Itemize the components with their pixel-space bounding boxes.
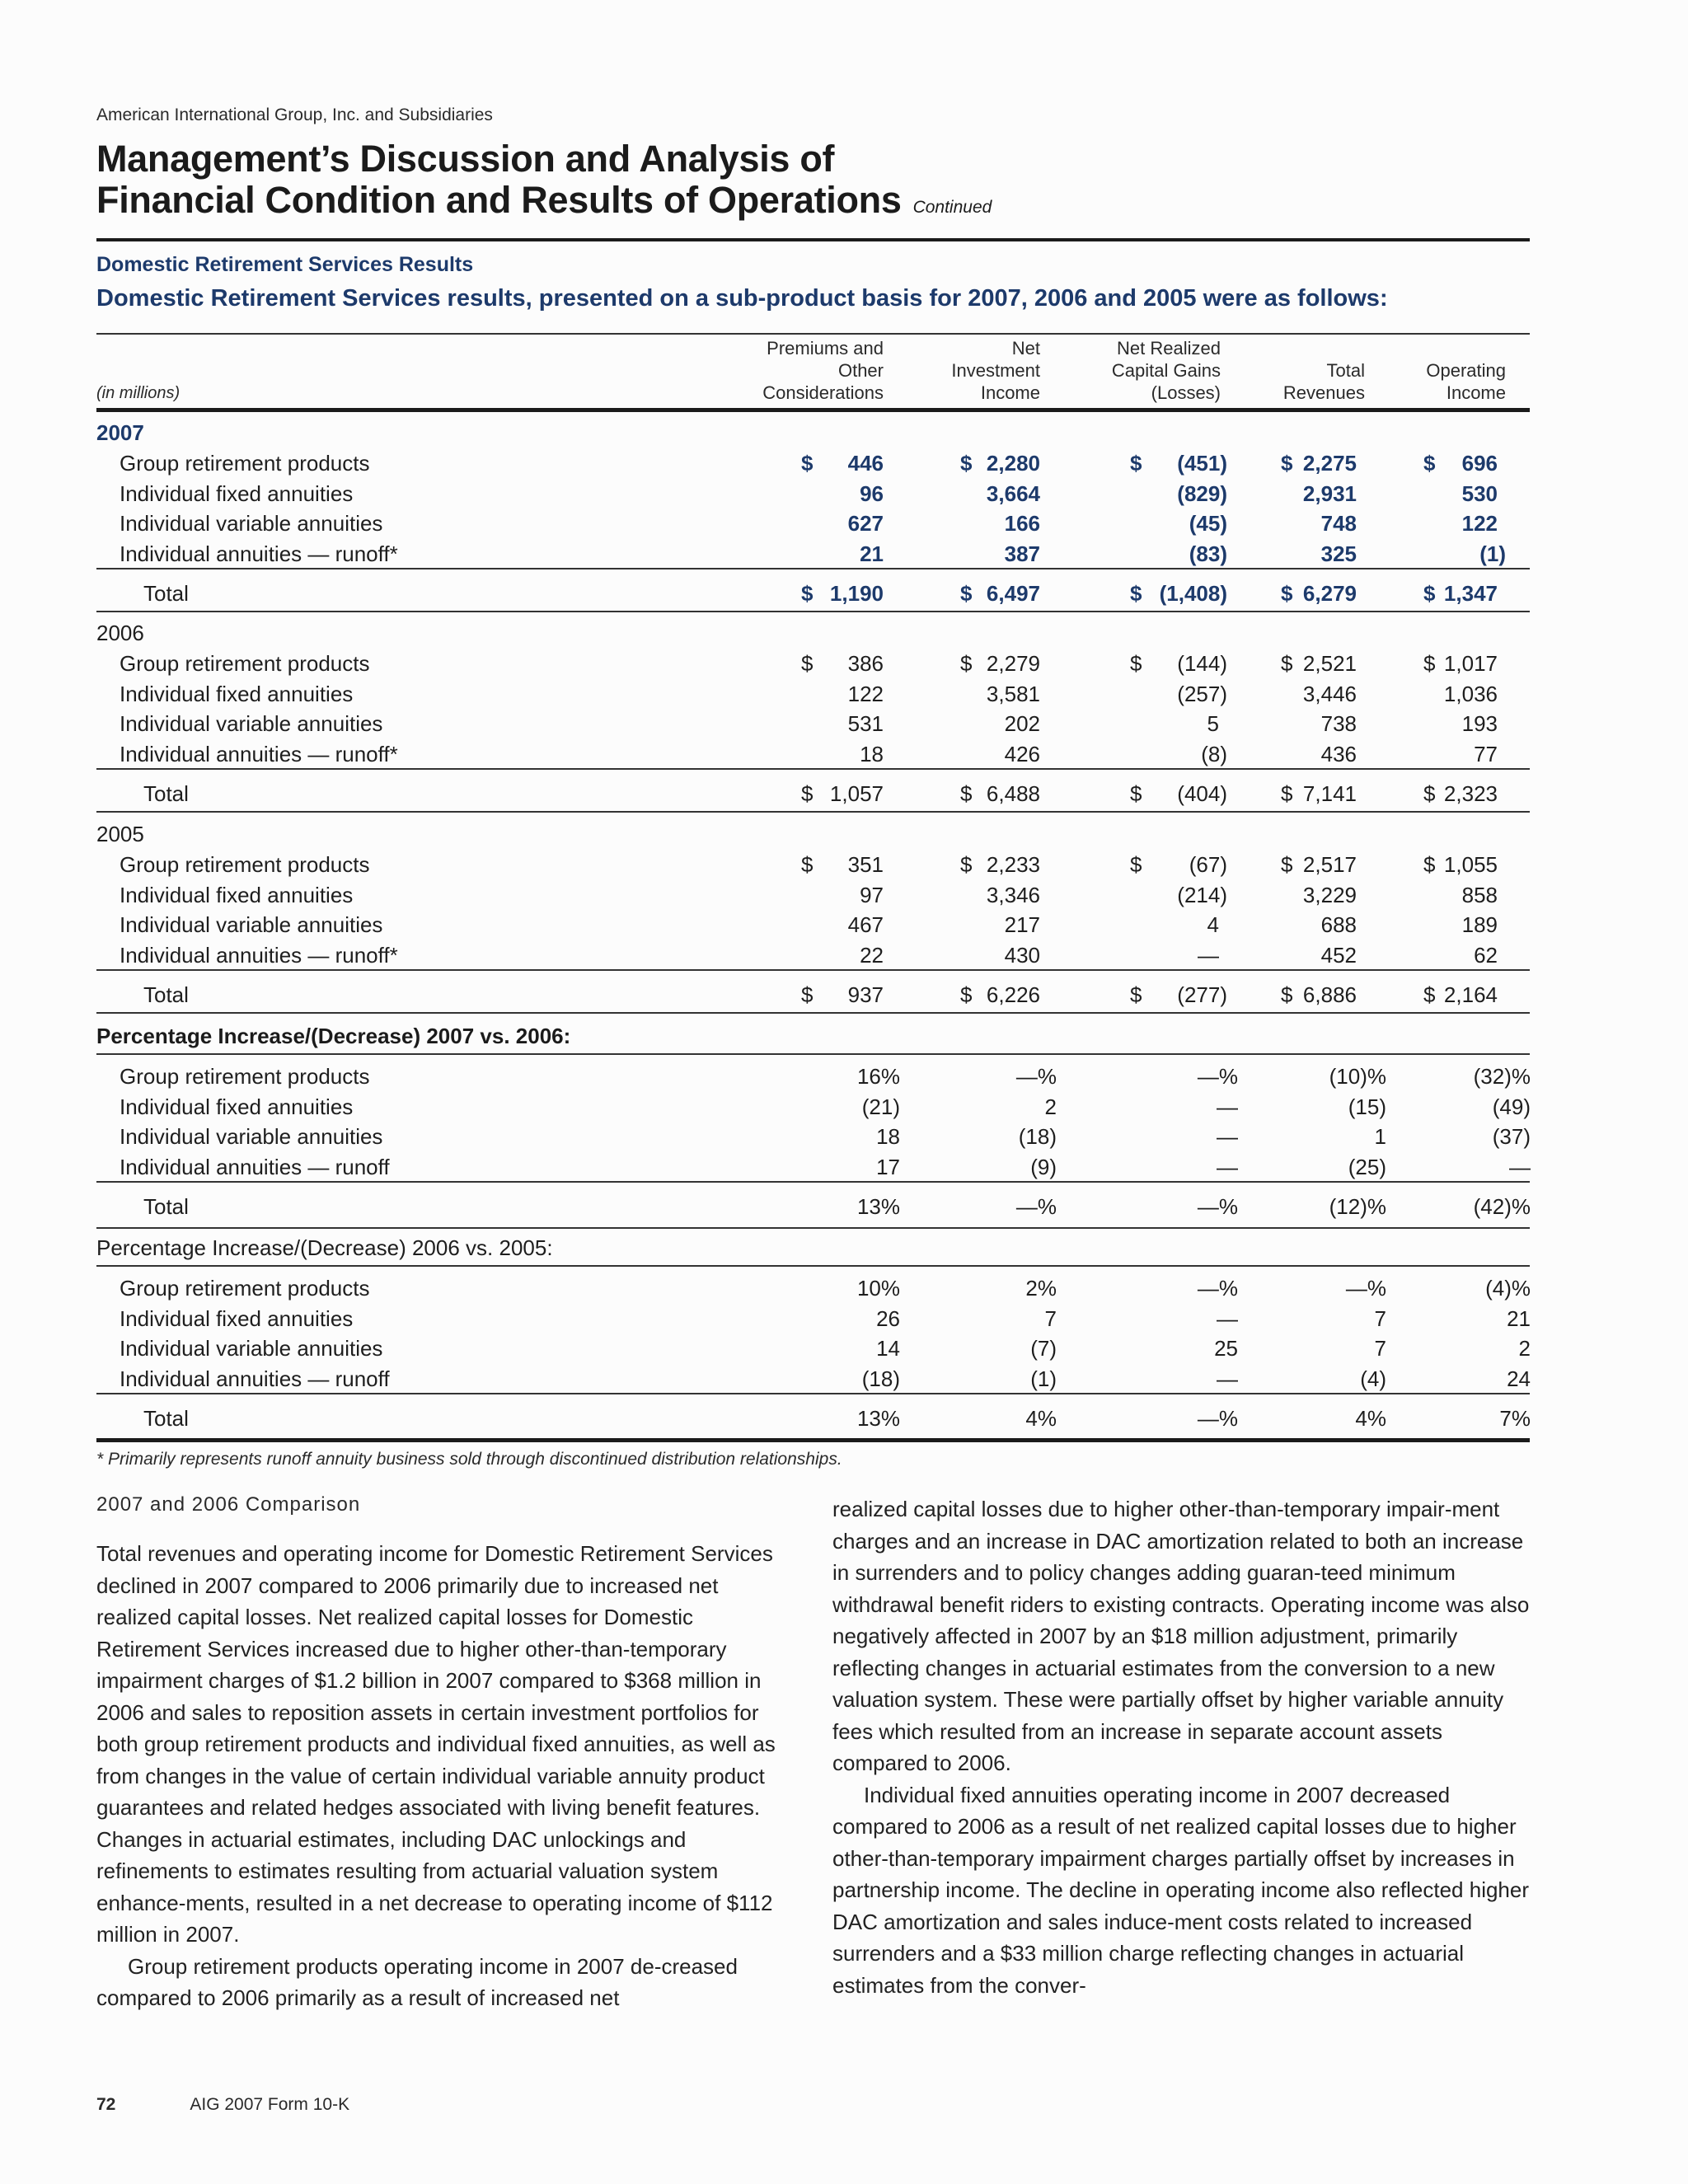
table-row [96,1094,1530,1125]
dollar-sign: $ [1281,451,1293,476]
dollar-sign: $ [1130,781,1142,806]
cell-value: 858 [1461,882,1498,907]
cell-value: (37) [1492,1124,1531,1149]
cell-value: 14 [876,1336,900,1361]
cell-value: 7,141 [1302,781,1357,806]
dollar-sign: $ [960,451,973,476]
row-label: Individual annuities — runoff* [120,741,398,766]
cell-value: 122 [1461,511,1498,536]
table-row [96,1064,1530,1094]
cell-value: — [1217,1124,1238,1149]
column-header [875,337,1040,404]
cell-value: 2,280 [986,451,1040,476]
cell-value: 3,446 [1302,681,1357,706]
cell-value: 3,346 [986,882,1040,907]
cell-value: 452 [1320,942,1357,968]
cell-value: 446 [847,451,884,476]
cell-value: 217 [1004,912,1040,937]
year-label: 2007 [96,420,144,445]
row-label: Individual variable annuities [120,1124,383,1149]
percent-heading [96,1024,1530,1054]
dollar-sign: $ [801,852,814,877]
table-top-rule [96,333,1530,335]
cell-value: 26 [876,1305,900,1331]
page-number: 72 [96,2095,116,2114]
total-row [96,1194,1530,1225]
table-row [96,1366,1530,1397]
table-row [96,481,1530,512]
year-label: 2005 [96,822,144,846]
company-name: American International Group, Inc. and Subsidiaries [96,105,493,124]
cell-value: (829) [1177,480,1227,506]
cell-value: 3,664 [986,480,1040,506]
cell-value: 325 [1320,541,1357,566]
cell-value: 748 [1320,511,1357,536]
cell-value: 2 [1044,1094,1057,1119]
cell-value: 6,226 [986,982,1040,1007]
column-header [1056,337,1221,404]
cell-value: 6,488 [986,781,1040,806]
cell-value: 1,036 [1443,681,1498,706]
cell-value: 2,233 [986,852,1040,877]
total-rule [96,1012,1530,1014]
cell-value: (15) [1348,1094,1386,1119]
right-column [832,1493,1530,2001]
cell-value: (451) [1177,451,1227,476]
cell-value: (83) [1189,541,1227,566]
cell-value: 1,017 [1443,651,1498,676]
row-label: Individual fixed annuities [120,882,354,907]
cell-value: 738 [1320,711,1357,736]
cell-value: (214) [1177,882,1227,907]
cell-value: —% [1197,1194,1238,1219]
dollar-sign: $ [801,581,814,606]
dollar-sign: $ [801,451,814,476]
cell-value: 25 [1214,1336,1238,1361]
cell-value: (25) [1348,1154,1386,1179]
row-label: Individual variable annuities [120,912,383,937]
total-row [96,581,1530,612]
cell-value: 7 [1374,1305,1386,1331]
cell-value: 3,581 [986,681,1040,706]
cell-value: (12)% [1329,1194,1386,1219]
subtotal-rule [96,568,1530,569]
cell-value: —% [1197,1406,1238,1431]
cell-value: 688 [1320,912,1357,937]
cell-value: —% [1015,1194,1057,1219]
dollar-sign: $ [1281,781,1293,806]
cell-value: (8) [1201,741,1227,766]
form-label: AIG 2007 Form 10-K [190,2095,350,2114]
row-label: Individual fixed annuities [120,1094,354,1119]
column-header-line: Considerations [762,382,884,403]
header-bottom-rule [96,408,1530,412]
table-row [96,651,1530,682]
dollar-sign: $ [1281,581,1293,606]
dollar-sign: $ [1423,451,1436,476]
comparison-heading: 2007 and 2006 Comparison [96,1493,361,1516]
table-row [96,852,1530,883]
cell-value: 2,931 [1302,480,1357,506]
year-heading [96,822,1530,852]
cell-value: 166 [1004,511,1040,536]
cell-value: 2,275 [1302,451,1357,476]
cell-value: (45) [1189,511,1227,536]
right-paragraph-2: Individual fixed annuities operating income in 2007 decreased compared to 2006 as a result of net realized capital losses due to higher other-than-temporary impairment charges partially offset by increases in partnership income. The decline in operating income also reflected higher DAC amortization and sales induce-ment costs related to increased surrenders and a $33 million charge reflecting changes in actuarial estimates from the conver- [832,1782,1530,1998]
row-label: Total [143,581,189,606]
percent-label: Percentage Increase/(Decrease) 2006 vs. 2005: [96,1235,553,1260]
cell-value: 1,055 [1443,852,1498,877]
cell-value: — [1509,1154,1531,1179]
table-bottom-rule [96,1438,1530,1442]
cell-value: (49) [1492,1094,1531,1119]
total-rule [96,611,1530,612]
cell-value: 436 [1320,741,1357,766]
cell-value: 2,323 [1443,781,1498,806]
dollar-sign: $ [1423,581,1436,606]
units-label: (in millions) [96,384,181,402]
continued-label: Continued [912,198,992,217]
cell-value: 13% [856,1406,900,1431]
dollar-sign: $ [1423,852,1436,877]
cell-value: 6,886 [1302,982,1357,1007]
table-row [96,1155,1530,1185]
cell-value: 430 [1004,942,1040,968]
row-label: Group retirement products [120,1276,370,1301]
cell-value: 467 [847,912,884,937]
cell-value: (21) [861,1094,900,1119]
row-label: Total [143,1406,189,1431]
table-footnote: * Primarily represents runoff annuity business sold through discontinued distribution relationships. [96,1450,842,1469]
cell-value: 2% [1025,1276,1057,1301]
dollar-sign: $ [1423,651,1436,676]
cell-value: 97 [860,882,884,907]
cell-value: 2 [1518,1336,1531,1361]
column-header-line: Operating [1426,360,1506,381]
row-label: Individual variable annuities [120,711,383,736]
cell-value: 7 [1044,1305,1057,1331]
table-row [96,1306,1530,1337]
dollar-sign: $ [801,651,814,676]
cell-value: —% [1015,1064,1057,1089]
cell-value: (1) [1479,541,1506,566]
cell-value: 1 [1374,1124,1386,1149]
cell-value: 16% [856,1064,900,1089]
left-column [96,1538,795,2014]
cell-value: (18) [1018,1124,1057,1149]
column-header-line: Net [1011,338,1040,359]
cell-value: (4)% [1485,1276,1531,1301]
cell-value: 6,279 [1302,581,1357,606]
left-paragraph-2: Group retirement products operating income in 2007 de-creased compared to 2006 primarily as a result of increased net [96,1953,738,2010]
cell-value: 21 [860,541,884,566]
row-label: Total [143,781,189,806]
cell-value: (1,408) [1159,581,1227,606]
cell-value: (67) [1189,852,1227,877]
table-row [96,1276,1530,1306]
cell-value: 937 [847,982,884,1007]
cell-value: — [1217,1366,1238,1391]
percent-rule [96,1053,1530,1055]
dollar-sign: $ [960,781,973,806]
cell-value: 386 [847,651,884,676]
cell-value: —% [1197,1064,1238,1089]
total-rule [96,811,1530,813]
row-label: Group retirement products [120,1064,370,1089]
row-label: Individual annuities — runoff* [120,942,398,968]
cell-value: (1) [1030,1366,1057,1391]
section-heading: Domestic Retirement Services Results [96,253,474,276]
cell-value: 4 [1207,912,1219,937]
row-label: Individual variable annuities [120,1336,383,1361]
column-header-line: (Losses) [1151,382,1221,403]
row-label: Total [143,982,189,1007]
column-header-line: Income [1446,382,1506,403]
total-row [96,982,1530,1013]
column-header-line: Investment [951,360,1040,381]
column-header-line: Revenues [1282,382,1365,403]
total-row [96,1406,1530,1436]
cell-value: (7) [1030,1336,1057,1361]
row-label: Group retirement products [120,651,370,676]
cell-value: 17 [876,1154,900,1179]
cell-value: 1,057 [829,781,884,806]
dollar-sign: $ [960,581,973,606]
cell-value: (404) [1177,781,1227,806]
table-row [96,541,1530,572]
cell-value: 96 [860,480,884,506]
cell-value: 4% [1025,1406,1057,1431]
cell-value: (18) [861,1366,900,1391]
table-row [96,943,1530,973]
table-row [96,912,1530,943]
title-line-1: Management’s Discussion and Analysis of [96,138,835,180]
column-header-line: Other [837,360,884,381]
cell-value: 77 [1474,741,1498,766]
cell-value: 22 [860,942,884,968]
cell-value: 62 [1474,942,1498,968]
dollar-sign: $ [1130,451,1142,476]
right-paragraph-1: realized capital losses due to higher other-than-temporary impair-ment charges and an increase in DAC amortization related to both an increase in surrenders and to policy changes adding guaran-teed minimum withdrawal benefit riders to existing contracts. Operating income was also negatively affected in 2007 by an $18 million adjustment, primarily reflecting changes in actuarial estimates from the conversion to a new valuation system. These were partially offset by higher variable annuity fees which resulted from an increase in separate account assets compared to 2006. [832,1497,1530,1775]
cell-value: 189 [1461,912,1498,937]
cell-value: — [1217,1305,1238,1331]
column-header-line: Net Realized [1117,338,1221,359]
cell-value: 7% [1499,1406,1531,1431]
percent-heading [96,1235,1530,1266]
percent-label: Percentage Increase/(Decrease) 2007 vs. 2006: [96,1024,571,1048]
column-header [1200,359,1365,404]
dollar-sign: $ [1281,982,1293,1007]
cell-value: 1,190 [829,581,884,606]
cell-value: 18 [876,1124,900,1149]
total-rule [96,1227,1530,1229]
table-row [96,711,1530,742]
dollar-sign: $ [960,651,973,676]
cell-value: 2,517 [1302,852,1357,877]
cell-value: (4) [1360,1366,1386,1391]
cell-value: 6,497 [986,581,1040,606]
column-header [719,337,884,404]
subtotal-rule [96,969,1530,971]
cell-value: (32)% [1473,1064,1531,1089]
cell-value: 202 [1004,711,1040,736]
page-title [96,138,992,228]
table-row [96,742,1530,772]
percent-rule [96,1265,1530,1267]
cell-value: 5 [1207,711,1219,736]
dollar-sign: $ [1130,982,1142,1007]
dollar-sign: $ [1130,581,1142,606]
dollar-sign: $ [1281,651,1293,676]
dollar-sign: $ [1281,852,1293,877]
cell-value: 2,279 [986,651,1040,676]
row-label: Individual annuities — runoff [120,1366,390,1391]
subtotal-rule [96,768,1530,770]
dollar-sign: $ [801,781,814,806]
cell-value: 3,229 [1302,882,1357,907]
year-heading [96,420,1530,451]
cell-value: 24 [1507,1366,1531,1391]
page-footer [96,2095,349,2115]
cell-value: 13% [856,1194,900,1219]
dollar-sign: $ [1423,982,1436,1007]
left-paragraph-1: Total revenues and operating income for Domestic Retirement Services declined in 2007 compared to 2006 primarily due to increased net realized capital losses. Net realized capital losses for Domestic Retirement Services increased due to higher other-than-temporary impairment charges of $1.2 billion in 2007 compared to $368 million in 2006 and sales to reposition assets in certain investment portfolios for both group retirement products and individual fixed annuities, as well as from changes in the value of certain individual variable annuity product guarantees and related hedges associated with living benefit features. Changes in actuarial estimates, including DAC unlockings and refinements to estimates resulting from actuarial valuation system enhance-ments, resulted in a net decrease to operating income of $112 million in 2007. [96,1541,776,1947]
table-row [96,451,1530,481]
column-header-line: Capital Gains [1111,360,1221,381]
row-label: Group retirement products [120,852,370,877]
column-header-line: Premiums and [767,338,884,359]
cell-value: 10% [856,1276,900,1301]
year-heading [96,621,1530,651]
dollar-sign: $ [1130,852,1142,877]
cell-value: 426 [1004,741,1040,766]
row-label: Group retirement products [120,451,370,476]
column-header-line: Income [980,382,1040,403]
cell-value: 351 [847,852,884,877]
table-row [96,883,1530,913]
cell-value: 4% [1355,1406,1386,1431]
table-row [96,511,1530,541]
title-line-2: Financial Condition and Results of Operations Continued [96,179,992,221]
cell-value: — [1198,942,1219,968]
cell-value: (9) [1030,1154,1057,1179]
cell-value: —% [1345,1276,1386,1301]
row-label: Individual fixed annuities [120,1305,354,1331]
cell-value: 1,347 [1443,581,1498,606]
row-label: Individual fixed annuities [120,681,354,706]
cell-value: (277) [1177,982,1227,1007]
dollar-sign: $ [1423,781,1436,806]
cell-value: 122 [847,681,884,706]
cell-value: 193 [1461,711,1498,736]
column-header-line: Total [1326,360,1365,381]
cell-value: 21 [1507,1305,1531,1331]
row-label: Individual annuities — runoff* [120,541,398,566]
subtotal-rule [96,1181,1530,1183]
title-rule [96,238,1530,241]
row-label: Total [143,1194,189,1219]
row-label: Individual fixed annuities [120,480,354,506]
dollar-sign: $ [960,982,973,1007]
row-label: Individual variable annuities [120,511,383,536]
cell-value: 531 [847,711,884,736]
year-label: 2006 [96,621,144,645]
dollar-sign: $ [801,982,814,1007]
cell-value: — [1217,1094,1238,1119]
cell-value: 530 [1461,480,1498,506]
total-row [96,781,1530,812]
cell-value: 696 [1461,451,1498,476]
table-row [96,1124,1530,1155]
subtotal-rule [96,1393,1530,1394]
section-subheading: Domestic Retirement Services results, presented on a sub-product basis for 2007, 2006 and 2005 were as follows: [96,285,1388,312]
cell-value: 7 [1374,1336,1386,1361]
cell-value: (42)% [1473,1194,1531,1219]
cell-value: (10)% [1329,1064,1386,1089]
cell-value: (144) [1177,651,1227,676]
table-row [96,682,1530,712]
table-row [96,1336,1530,1366]
cell-value: —% [1197,1276,1238,1301]
cell-value: 18 [860,741,884,766]
cell-value: 627 [847,511,884,536]
cell-value: — [1217,1154,1238,1179]
column-header [1341,359,1506,404]
cell-value: 387 [1004,541,1040,566]
dollar-sign: $ [1130,651,1142,676]
cell-value: 2,521 [1302,651,1357,676]
cell-value: (257) [1177,681,1227,706]
dollar-sign: $ [960,852,973,877]
row-label: Individual annuities — runoff [120,1154,390,1179]
cell-value: 2,164 [1443,982,1498,1007]
